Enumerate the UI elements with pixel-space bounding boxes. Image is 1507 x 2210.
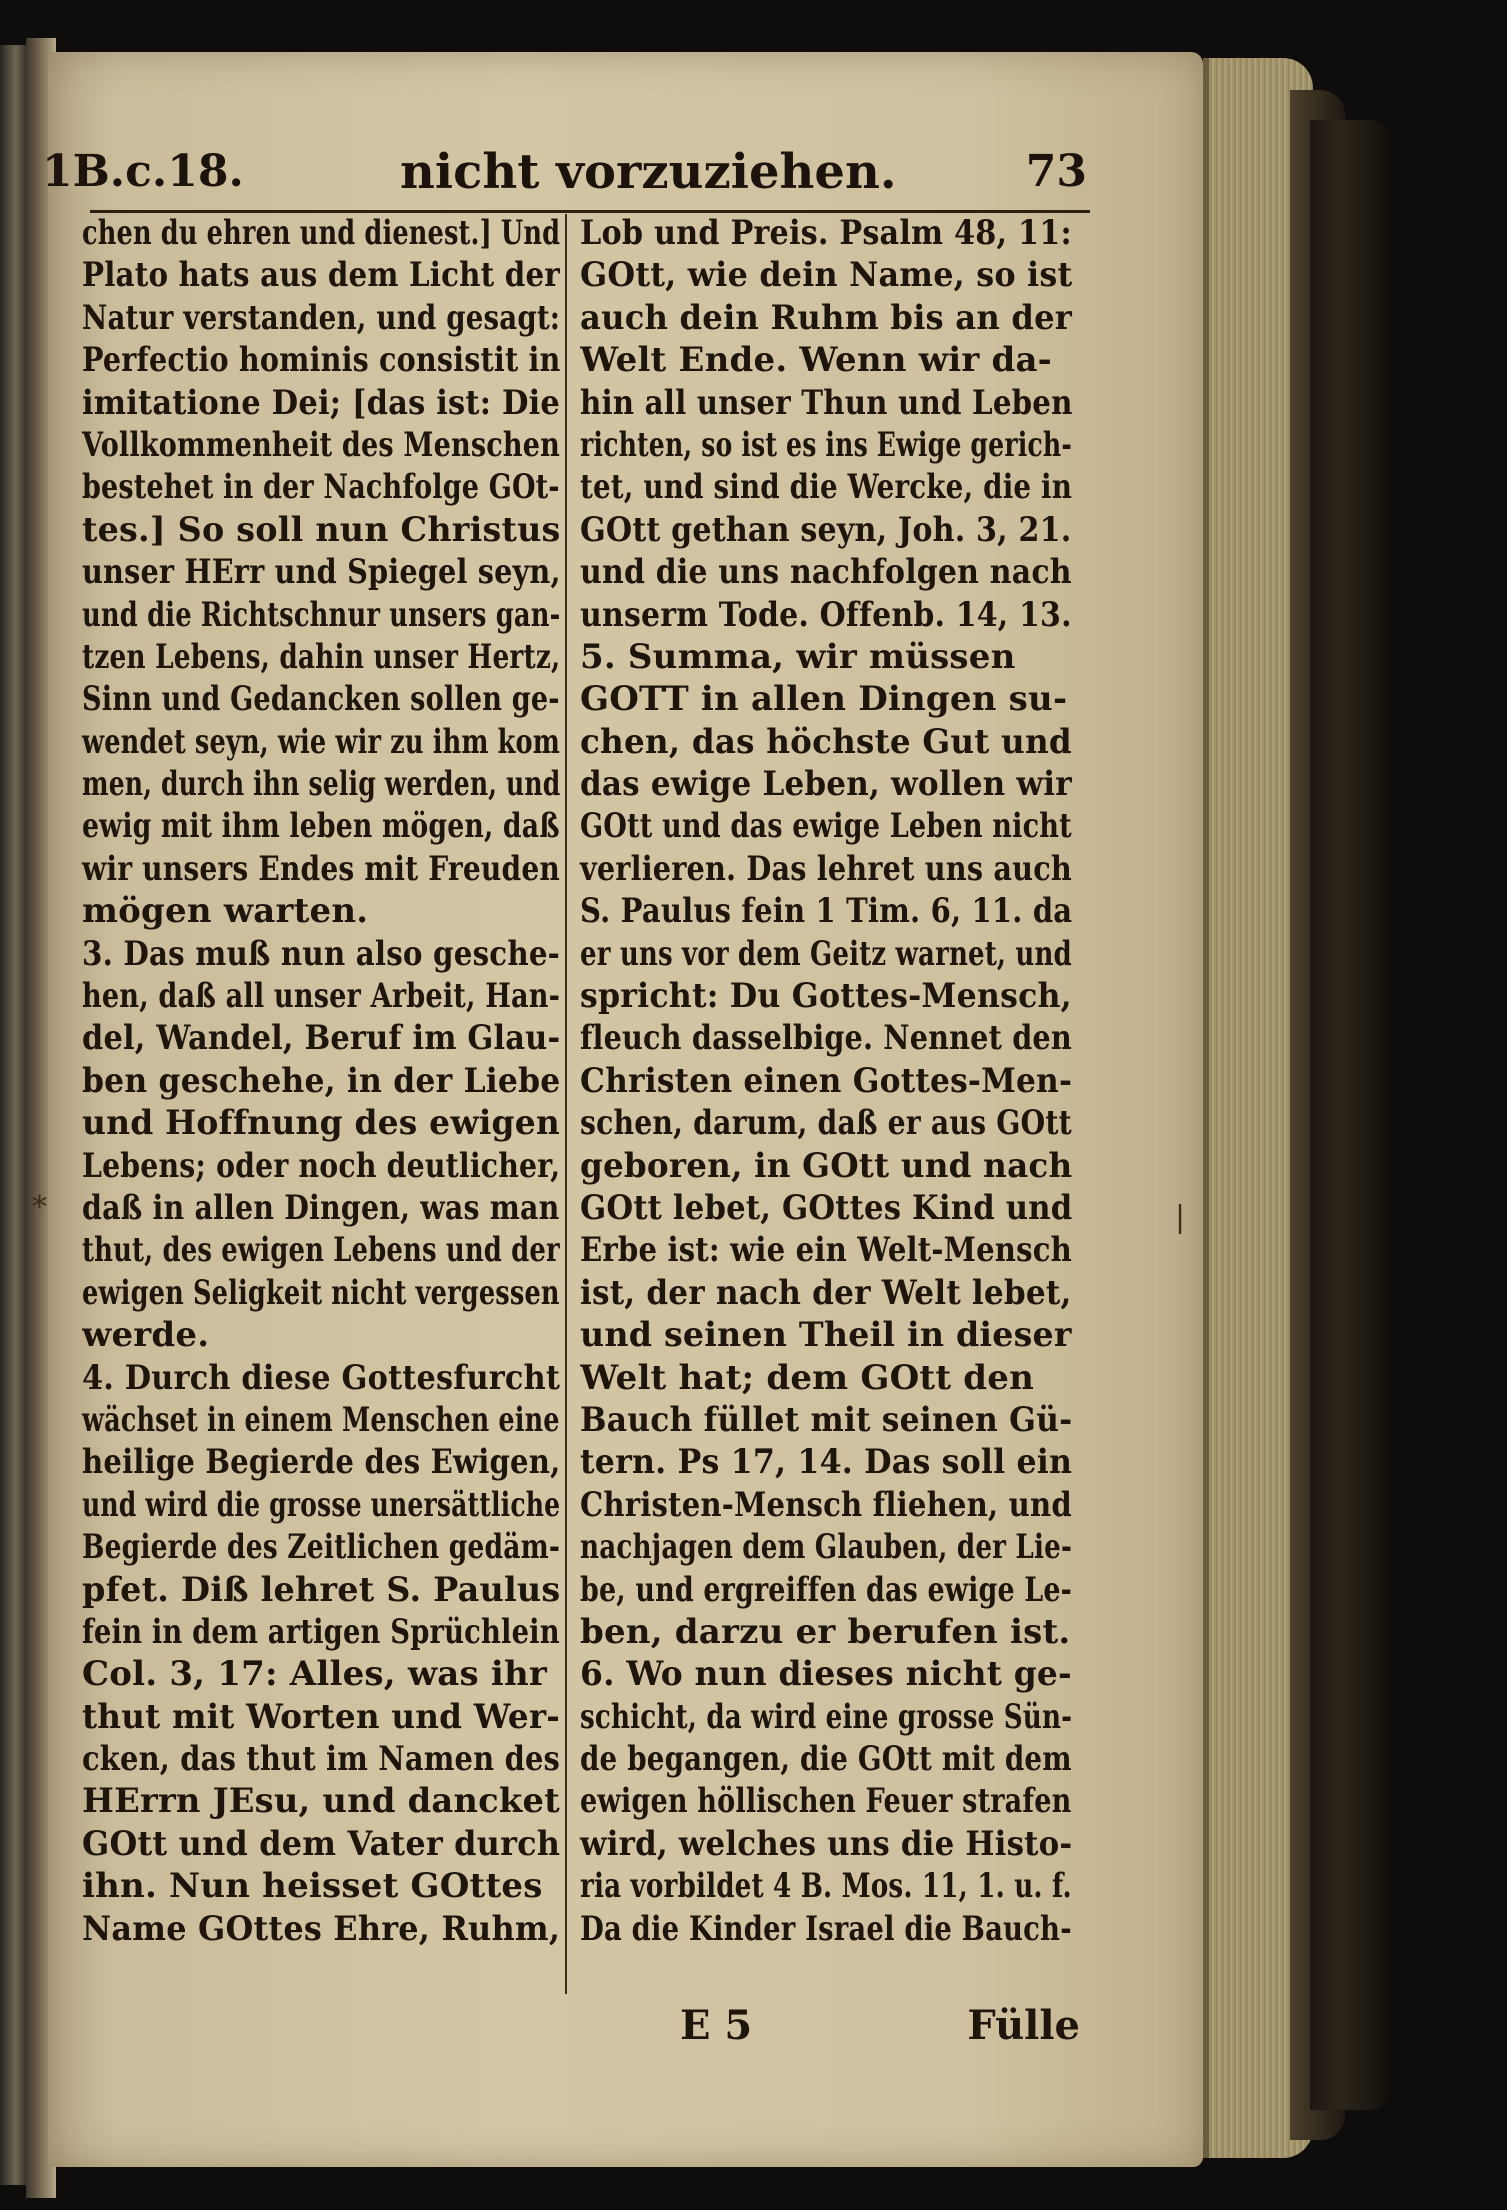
text-line: chen du ehren und dienest.] Und: [82, 213, 561, 253]
text-line: 3. Das muß nun also gesche-: [82, 933, 561, 974]
text-line: ben geschehe, in der Liebe: [82, 1060, 561, 1101]
text-line: ewig mit ihm leben mögen, daß: [82, 806, 560, 847]
text-line: de begangen, die GOtt mit dem: [580, 1739, 1072, 1780]
text-line: men, durch ihn selig werden, und: [82, 764, 561, 805]
text-line: Begierde des Zeitlichen gedäm-: [82, 1527, 561, 1568]
text-line: 4. Durch diese Gottesfurcht: [82, 1357, 561, 1398]
text-line: Natur verstanden, und gesagt:: [82, 297, 561, 338]
text-line: Erbe ist: wie ein Welt-Mensch: [580, 1230, 1073, 1271]
text-line: ihn. Nun heisset GOttes: [82, 1866, 543, 1907]
text-line: schicht, da wird eine grosse Sün-: [580, 1696, 1073, 1737]
text-line: ewigen Seligkeit nicht vergessen: [82, 1272, 560, 1313]
text-line: thut mit Worten und Wer-: [82, 1696, 561, 1737]
text-line: auch dein Ruhm bis an der: [580, 297, 1072, 338]
previous-page-edge: [0, 45, 26, 2185]
text-line: schen, darum, daß er aus GOtt: [580, 1103, 1072, 1144]
text-line: Plato hats aus dem Licht der: [82, 255, 560, 296]
text-line: Perfectio hominis consistit in: [82, 340, 561, 381]
text-line: Da die Kinder Israel die Bauch-: [580, 1908, 1072, 1949]
book-chapter-ref: 1B.c.18.: [42, 146, 244, 197]
text-line: wendet seyn, wie wir zu ihm kom: [82, 721, 561, 762]
text-line: ben, darzu er berufen ist.: [580, 1611, 1071, 1652]
text-line: unser HErr und Spiegel seyn,: [82, 552, 561, 593]
margin-mark: |: [1175, 1200, 1186, 1235]
text-line: Bauch füllet mit seinen Gü-: [580, 1399, 1073, 1440]
text-line: del, Wandel, Beruf im Glau-: [82, 1018, 561, 1059]
text-line: Welt hat; dem GOtt den: [580, 1357, 1034, 1398]
left-text-column: [82, 212, 560, 1950]
text-line: Col. 3, 17: Alles, was ihr: [82, 1654, 548, 1695]
text-line: 6. Wo nun dieses nicht ge-: [580, 1654, 1072, 1695]
page-edge-line: [1203, 58, 1209, 2158]
text-line: ist, der nach der Welt lebet,: [580, 1272, 1072, 1313]
margin-mark: *: [32, 1190, 47, 1225]
text-line: fleuch dasselbige. Nennet den: [580, 1018, 1072, 1059]
text-line: imitatione Dei; [das ist: Die: [82, 382, 561, 423]
catchword: Fülle: [967, 2002, 1080, 2049]
text-line: tzen Lebens, dahin unser Hertz,: [82, 636, 561, 677]
text-line: Vollkommenheit des Menschen: [82, 424, 561, 465]
text-line: tes.] So soll nun Christus: [82, 509, 561, 550]
text-line: verlieren. Das lehret uns auch: [580, 848, 1072, 889]
text-line: cken, das thut im Namen des: [82, 1739, 561, 1780]
text-line: wächset in einem Menschen eine: [82, 1399, 560, 1440]
text-line: Christen-Mensch fliehen, und: [580, 1484, 1072, 1525]
text-line: GOtt gethan seyn, Joh. 3, 21.: [580, 509, 1072, 550]
text-line: hen, daß all unser Arbeit, Han-: [82, 976, 561, 1017]
text-line: Sinn und Gedancken sollen ge-: [82, 679, 560, 720]
text-line: wir unsers Endes mit Freuden: [82, 848, 561, 889]
text-line: thut, des ewigen Lebens und der: [82, 1230, 560, 1271]
text-line: 5. Summa, wir müssen: [580, 636, 1016, 677]
text-line: und die Richtschnur unsers gan-: [82, 594, 561, 635]
text-line: spricht: Du Gottes-Mensch,: [580, 976, 1072, 1017]
text-line: chen, das höchste Gut und: [580, 721, 1072, 762]
text-line: und die uns nachfolgen nach: [580, 552, 1072, 593]
text-line: GOTT in allen Dingen su-: [580, 679, 1068, 720]
text-line: und seinen Theil in dieser: [580, 1315, 1072, 1356]
text-line: hin all unser Thun und Leben: [580, 382, 1073, 423]
text-line: ewigen höllischen Feuer strafen: [580, 1781, 1072, 1822]
text-line: geboren, in GOtt und nach: [580, 1145, 1073, 1186]
running-head: [42, 140, 1087, 204]
text-line: ria vorbildet 4 B. Mos. 11, 1. u. f.: [580, 1866, 1072, 1907]
text-line: richten, so ist es ins Ewige gerich-: [580, 424, 1072, 465]
right-text-column: [580, 212, 1072, 1950]
text-line: tern. Ps 17, 14. Das soll ein: [580, 1442, 1073, 1483]
text-line: Christen einen Gottes-Men-: [580, 1060, 1073, 1101]
book-cover-edge: [1310, 120, 1390, 2110]
text-line: Lob und Preis. Psalm 48, 11:: [580, 213, 1072, 253]
text-line: und wird die grosse unersättliche: [82, 1484, 561, 1525]
page-footer: [680, 1996, 1080, 2056]
text-line: er uns vor dem Geitz warnet, und: [580, 933, 1072, 974]
text-line: und Hoffnung des ewigen: [82, 1103, 561, 1144]
text-line: GOtt und dem Vater durch: [82, 1823, 561, 1864]
text-line: GOtt und das ewige Leben nicht: [580, 806, 1072, 847]
text-line: daß in allen Dingen, was man: [82, 1187, 560, 1228]
text-line: GOtt lebet, GOttes Kind und: [580, 1187, 1073, 1228]
text-line: S. Paulus fein 1 Tim. 6, 11. da: [580, 891, 1073, 932]
text-line: Name GOttes Ehre, Ruhm,: [82, 1908, 561, 1949]
signature-mark: E 5: [680, 2002, 753, 2049]
text-line: pfet. Diß lehret S. Paulus: [82, 1569, 561, 1610]
text-line: nachjagen dem Glauben, der Lie-: [580, 1527, 1072, 1568]
text-line: be, und ergreiffen das ewige Le-: [580, 1569, 1073, 1610]
column-divider: [565, 214, 567, 1994]
text-line: werde.: [82, 1315, 210, 1356]
text-line: das ewige Leben, wollen wir: [580, 764, 1072, 805]
text-line: HErrn JEsu, und dancket: [82, 1781, 560, 1822]
text-line: wird, welches uns die Histo-: [580, 1823, 1073, 1864]
text-line: bestehet in der Nachfolge GOt-: [82, 467, 560, 508]
text-line: mögen warten.: [82, 891, 369, 932]
text-line: fein in dem artigen Sprüchlein: [82, 1611, 560, 1652]
page-number: 73: [1025, 146, 1087, 197]
running-title: nicht vorzuziehen.: [400, 144, 897, 200]
text-line: unserm Tode. Offenb. 14, 13.: [580, 594, 1072, 635]
text-line: heilige Begierde des Ewigen,: [82, 1442, 561, 1483]
text-line: Lebens; oder noch deutlicher,: [82, 1145, 561, 1186]
text-line: GOtt, wie dein Name, so ist: [580, 255, 1073, 296]
text-line: tet, und sind die Wercke, die in: [580, 467, 1073, 508]
text-line: Welt Ende. Wenn wir da-: [580, 340, 1052, 381]
